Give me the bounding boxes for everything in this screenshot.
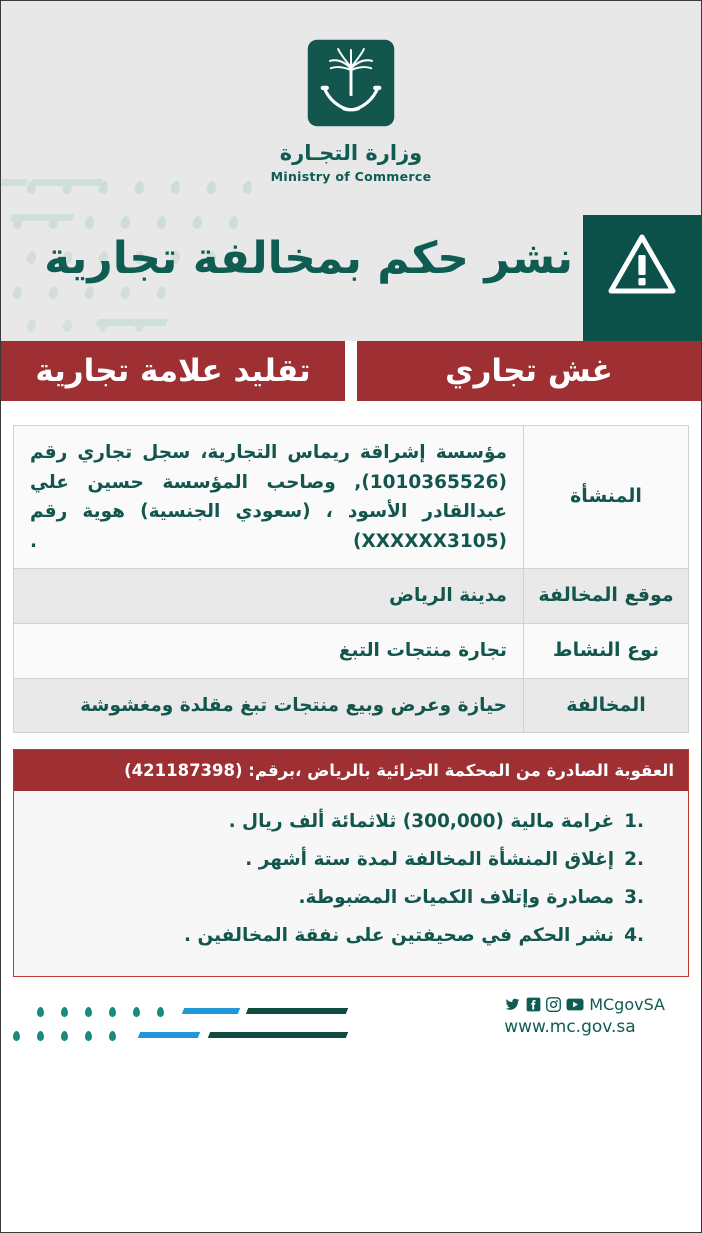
ministry-logo	[1, 37, 701, 184]
list-item-text: مصادرة وإتلاف الكميات المضبوطة.	[298, 887, 615, 909]
page-title: نشر حكم بمخالفة تجارية	[44, 233, 573, 284]
list-item-text: إغلاق المنشأة المخالفة لمدة ستة أشهر .	[245, 849, 615, 871]
website-url[interactable]: www.mc.gov.sa	[504, 1017, 636, 1038]
table-row	[14, 624, 688, 679]
table-row-value: مؤسسة إشراقة ريماس التجارية، سجل تجاري رقم (1010365526), وصاحب المؤسسة حسين علي عبدالقادر الأسود ، (سعودي الجنسية) هوية رقم (XXXXXX3105) .	[30, 442, 507, 552]
list-item	[38, 811, 644, 832]
footer-decoration	[11, 999, 341, 1059]
table-row-value: تجارة منتجات التبغ	[338, 639, 507, 661]
table-row	[14, 426, 688, 569]
footer-contact	[504, 995, 671, 1037]
saudi-emblem-palm-swords-icon	[305, 37, 397, 129]
table-row	[14, 569, 688, 624]
table-row-value: حيازة وعرض وبيع منتجات تبغ مقلدة ومغشوشة	[80, 694, 507, 716]
table-row	[14, 679, 688, 734]
youtube-icon[interactable]	[566, 997, 584, 1012]
facebook-icon[interactable]	[526, 997, 541, 1012]
social-links	[504, 995, 671, 1014]
warning-badge	[583, 215, 701, 341]
list-item-number: 1.	[624, 811, 644, 833]
twitter-icon[interactable]	[504, 997, 521, 1012]
ministry-name-english: Ministry of Commerce	[270, 169, 432, 184]
list-item-number: 2.	[624, 849, 644, 871]
penalty-list	[14, 791, 688, 976]
badge-trademark-counterfeit: تقليد علامة تجارية	[1, 341, 345, 401]
list-item	[38, 887, 644, 908]
warning-triangle-icon	[605, 229, 679, 303]
violation-type-badges	[1, 341, 701, 403]
badge-commercial-fraud: غش تجاري	[357, 341, 701, 401]
table-row-label: المنشأة	[523, 426, 688, 568]
list-item	[38, 925, 644, 946]
list-item-number: 3.	[624, 887, 644, 909]
list-item-number: 4.	[624, 925, 644, 947]
penalty-heading: العقوبة الصادرة من المحكمة الجزائية بالرياض ،برقم: (421187398)	[14, 750, 688, 791]
table-row-label: المخالفة	[523, 679, 688, 733]
table-row-value: مدينة الرياض	[389, 585, 507, 607]
penalty-section	[13, 749, 689, 977]
list-item-text: نشر الحكم في صحيفتين على نفقة المخالفين .	[184, 925, 615, 947]
ministry-name-arabic: وزارة التجـارة	[279, 141, 423, 165]
table-row-label: موقع المخالفة	[523, 569, 688, 623]
footer	[1, 977, 701, 1077]
table-row-label: نوع النشاط	[523, 624, 688, 678]
social-handle: MCgovSA	[589, 995, 665, 1015]
header	[1, 1, 701, 341]
instagram-icon[interactable]	[546, 997, 561, 1012]
list-item	[38, 849, 644, 870]
list-item-text: غرامة مالية (300,000) ثلاثمائة ألف ريال .	[228, 811, 615, 833]
details-table	[13, 425, 689, 733]
